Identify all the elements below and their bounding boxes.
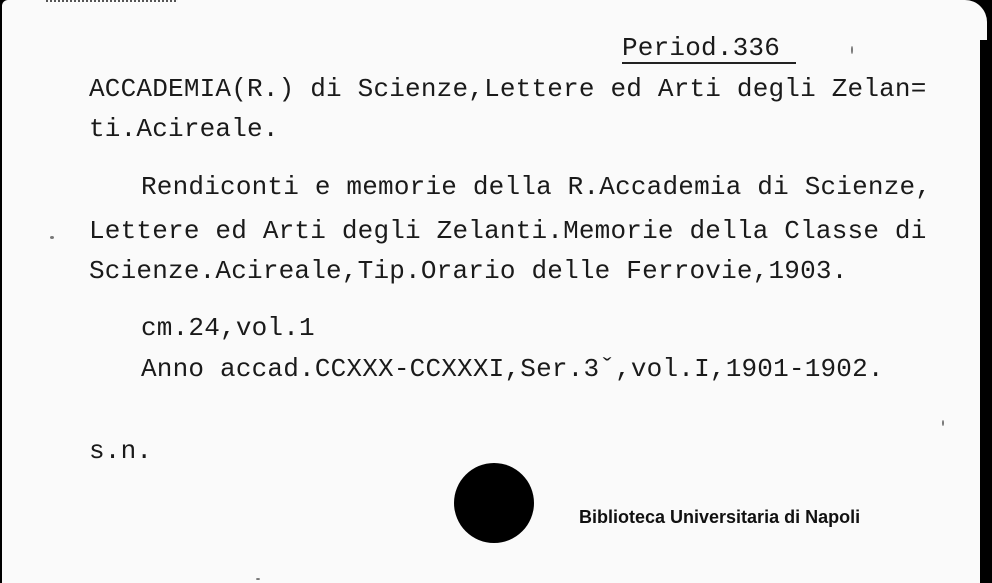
catalog-card	[2, 0, 987, 583]
punch-hole-dot	[454, 463, 534, 543]
margin-speck	[942, 420, 944, 426]
call-number: Period.336	[622, 34, 796, 64]
title-line-1: Rendiconti e memorie della R.Accademia di Scienze,	[141, 172, 932, 202]
heading-line-1: ACCADEMIA(R.) di Scienze,Lettere ed Arti degli Zelan=	[89, 74, 927, 104]
margin-speck	[851, 46, 853, 54]
heading-line-2: ti.Acireale.	[89, 114, 279, 144]
margin-speck	[256, 578, 260, 580]
library-stamp: Biblioteca Universitaria di Napoli	[579, 507, 861, 527]
volume-note: Anno accad.CCXXX-CCXXXI,Ser.3ˇ,vol.I,1901-1902.	[141, 354, 884, 384]
title-line-3: Scienze.Acireale,Tip.Orario delle Ferrovie,1903.	[89, 256, 848, 286]
top-edge-mark	[46, 0, 176, 4]
physical-description: cm.24,vol.1	[141, 313, 315, 343]
margin-speck	[50, 236, 54, 239]
sine-nomine-note: s.n.	[89, 436, 153, 466]
title-line-2: Lettere ed Arti degli Zelanti.Memorie della Classe di	[89, 216, 927, 246]
card-edge-shadow	[980, 40, 987, 583]
